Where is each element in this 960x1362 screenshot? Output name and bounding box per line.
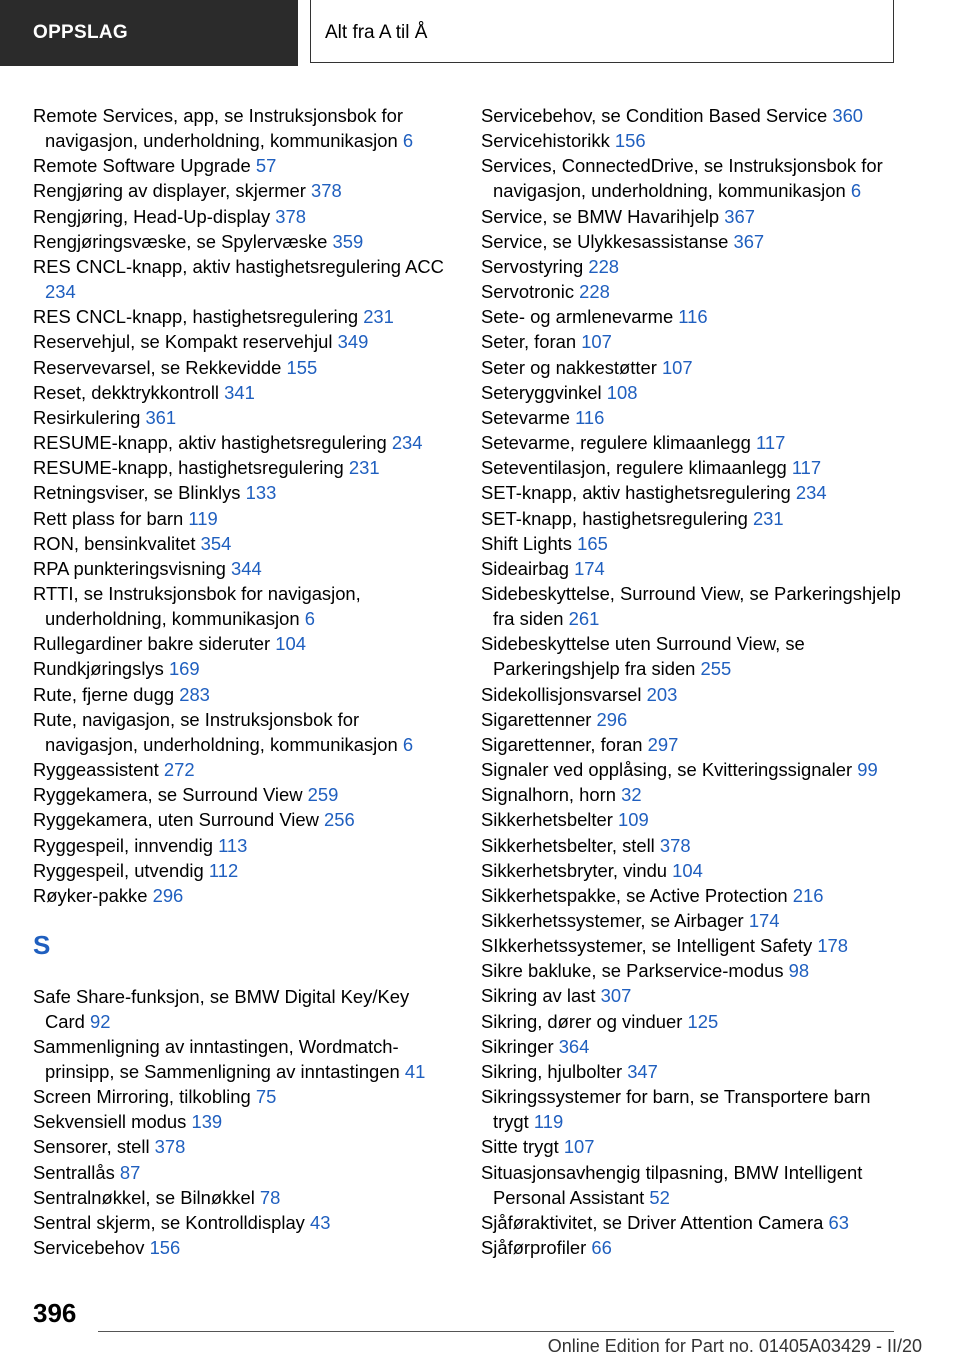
index-entry <box>481 581 911 631</box>
index-entry <box>33 1185 453 1210</box>
page-link[interactable]: 107 <box>563 1136 595 1158</box>
page-link[interactable]: 307 <box>600 985 632 1007</box>
index-term: Service, se BMW Havarihjelp <box>481 205 720 227</box>
index-entry <box>481 983 911 1008</box>
page-link[interactable]: 359 <box>332 230 364 252</box>
index-entry <box>33 430 453 455</box>
index-entry <box>481 1009 911 1034</box>
page-link[interactable]: 119 <box>188 507 218 529</box>
index-entry <box>481 833 911 858</box>
index-entry <box>33 380 453 405</box>
page-link[interactable]: 216 <box>792 884 824 906</box>
page-link[interactable]: 261 <box>568 608 600 630</box>
index-entry <box>33 1235 453 1260</box>
index-entry <box>481 204 911 229</box>
index-entry <box>33 204 453 229</box>
index-term: Ryggespeil, innvendig <box>33 834 213 856</box>
page-link[interactable]: 259 <box>307 784 339 806</box>
index-term: Sentralnøkkel, se Bilnøkkel <box>33 1186 255 1208</box>
index-term: Sikring, dører og vinduer <box>481 1010 683 1032</box>
page-link[interactable]: 104 <box>275 633 306 655</box>
index-entry <box>33 656 453 681</box>
index-entry <box>481 782 911 807</box>
index-entry <box>481 531 911 556</box>
index-entry <box>481 556 911 581</box>
page-link[interactable]: 155 <box>286 356 318 378</box>
page-link[interactable]: 354 <box>200 532 232 554</box>
page-link[interactable]: 6 <box>304 608 315 630</box>
page-link[interactable]: 297 <box>647 733 679 755</box>
index-term: SIkkerhetssystemer, se Intelligent Safety <box>481 935 813 957</box>
page-link[interactable]: 116 <box>575 406 605 428</box>
page-link[interactable]: 112 <box>208 859 239 881</box>
index-term: SET-knapp, hastighetsregulering <box>481 507 748 529</box>
page-link[interactable]: 75 <box>255 1086 277 1108</box>
footer-edition: Online Edition for Part no. 01405A03429 - II/20 <box>547 1336 922 1356</box>
index-term: Sensorer, stell <box>33 1136 150 1158</box>
index-term: Reservevarsel, se Rekkevidde <box>33 356 282 378</box>
index-entry <box>481 405 911 430</box>
index-entry <box>33 329 453 354</box>
page-link[interactable]: 116 <box>678 306 708 328</box>
index-entry <box>481 958 911 983</box>
index-entry <box>481 1059 911 1084</box>
index-term: Servicebehov, se Condition Based Service <box>481 105 828 126</box>
index-entry <box>481 807 911 832</box>
page-link[interactable]: 228 <box>588 255 620 277</box>
index-term: Sideairbag <box>481 557 569 579</box>
page-link[interactable]: 203 <box>646 683 678 705</box>
index-term: Setevarme <box>481 406 570 428</box>
index-entry <box>481 480 911 505</box>
index-entry <box>481 279 911 304</box>
page-link[interactable]: 52 <box>649 1186 670 1208</box>
index-entry <box>33 984 453 1034</box>
index-term: Sikkerhetsbelter, stell <box>481 834 655 856</box>
index-entry <box>33 631 453 656</box>
index-entry <box>481 732 911 757</box>
index-entry <box>481 883 911 908</box>
index-entry <box>33 455 453 480</box>
index-entry <box>481 631 911 681</box>
index-term: Sjåførprofiler <box>481 1237 587 1259</box>
page-link[interactable]: 231 <box>348 457 380 479</box>
index-entry <box>33 1210 453 1235</box>
page-link[interactable]: 231 <box>363 306 394 328</box>
index-entry <box>481 707 911 732</box>
page-link[interactable]: 234 <box>391 432 423 454</box>
index-entry <box>33 782 453 807</box>
page-link[interactable]: 231 <box>752 507 784 529</box>
page-link[interactable]: 296 <box>152 884 184 906</box>
chapter-title: Alt fra A til Å <box>310 0 894 63</box>
page-link[interactable]: 113 <box>218 834 248 856</box>
index-term: Ryggeassistent <box>33 759 159 781</box>
page-link[interactable]: 255 <box>700 658 732 680</box>
index-term: Sikkerhetsbelter <box>481 809 613 831</box>
index-entry <box>481 1235 911 1260</box>
page-link[interactable]: 228 <box>579 281 610 303</box>
page-link[interactable]: 57 <box>255 155 277 177</box>
page-link[interactable]: 165 <box>577 532 608 554</box>
index-term: Sentral skjerm, se Kontrolldisplay <box>33 1211 305 1233</box>
page-link[interactable]: 349 <box>337 331 369 353</box>
page-link[interactable]: 344 <box>231 557 262 579</box>
index-entry <box>33 1160 453 1185</box>
index-term: Retningsviser, se Blinklys <box>33 482 241 504</box>
index-term: Sikre bakluke, se Parkservice-modus <box>481 960 784 982</box>
page-link[interactable]: 78 <box>259 1186 281 1208</box>
index-term: Sigarettenner <box>481 708 592 730</box>
index-term: RESUME-knapp, hastighetsregulering <box>33 457 344 479</box>
index-entry <box>481 1034 911 1059</box>
page-link[interactable]: 99 <box>857 759 878 781</box>
index-term: Signalhorn, horn <box>481 784 616 806</box>
page-link[interactable]: 6 <box>402 130 414 152</box>
page-link[interactable]: 109 <box>618 809 649 831</box>
index-term: Ryggespeil, utvendig <box>33 859 204 881</box>
page-link[interactable]: 6 <box>850 180 862 202</box>
index-term: Rute, fjerne dugg <box>33 683 175 705</box>
page-link[interactable]: 378 <box>275 205 306 227</box>
page-link[interactable]: 108 <box>606 381 638 403</box>
index-entry <box>481 933 911 958</box>
index-entry <box>33 531 453 556</box>
page-link[interactable]: 283 <box>179 683 210 705</box>
index-term: Sentrallås <box>33 1161 115 1183</box>
page-link[interactable]: 98 <box>788 960 810 982</box>
index-entry <box>481 153 911 203</box>
index-term: Services, ConnectedDrive, se Instruksjonsbok for navigasjon, underholdning, kommunikasjon <box>481 155 883 202</box>
index-entry <box>33 858 453 883</box>
index-term: Sidekollisjonsvarsel <box>481 683 642 705</box>
index-term: Seteventilasjon, regulere klimaanlegg <box>481 457 787 479</box>
index-entry <box>481 757 911 782</box>
index-term: Sikring av last <box>481 985 596 1007</box>
index-entry <box>33 581 453 631</box>
index-entry <box>33 757 453 782</box>
index-term: Situasjonsavhengig tilpasning, BMW Intelligent Personal Assistant <box>481 1161 863 1208</box>
index-term: Røyker-pakke <box>33 884 148 906</box>
page-link[interactable]: 139 <box>191 1111 223 1133</box>
page-link[interactable]: 378 <box>659 834 691 856</box>
index-entry <box>33 1084 453 1109</box>
index-term: SET-knapp, aktiv hastighetsregulering <box>481 482 791 504</box>
page-link[interactable]: 364 <box>558 1035 590 1057</box>
page-link[interactable]: 272 <box>163 759 195 781</box>
index-term: Reset, dekktrykkontroll <box>33 381 220 403</box>
index-term: Rengjøringsvæske, se Spylervæske <box>33 230 328 252</box>
index-term: Ryggekamera, se Surround View <box>33 784 303 806</box>
page-link[interactable]: 234 <box>795 482 827 504</box>
page-link[interactable]: 174 <box>574 557 605 579</box>
index-entry <box>481 858 911 883</box>
page-link[interactable]: 133 <box>245 482 277 504</box>
index-entry <box>481 1210 911 1235</box>
index-term: Seter, foran <box>481 331 577 353</box>
page-link[interactable]: 156 <box>149 1237 181 1259</box>
index-entry <box>481 682 911 707</box>
page-link[interactable]: 104 <box>672 859 703 881</box>
index-term: Signaler ved opplåsing, se Kvitteringssignaler <box>481 759 853 781</box>
index-entry <box>33 807 453 832</box>
index-term: Servotronic <box>481 281 575 303</box>
index-term: Safe Share-funksjon, se BMW Digital Key/Key Card <box>33 985 410 1032</box>
index-term: RPA punkteringsvisning <box>33 557 226 579</box>
index-entry <box>481 254 911 279</box>
index-entry <box>33 304 453 329</box>
index-term: Reservehjul, se Kompakt reservehjul <box>33 331 333 353</box>
index-entry <box>33 1109 453 1134</box>
index-entry <box>33 1134 453 1159</box>
index-entry <box>33 355 453 380</box>
page-link[interactable]: 41 <box>404 1060 426 1082</box>
index-entry <box>481 430 911 455</box>
page-link[interactable]: 66 <box>591 1237 612 1259</box>
index-entry <box>481 380 911 405</box>
index-term: RON, bensinkvalitet <box>33 532 196 554</box>
index-entry <box>33 153 453 178</box>
page-link[interactable]: 92 <box>90 1010 111 1032</box>
page-link[interactable]: 125 <box>687 1010 719 1032</box>
index-entry <box>481 229 911 254</box>
index-entry <box>481 455 911 480</box>
index-term: Sikring, hjulbolter <box>481 1060 623 1082</box>
page-link[interactable]: 367 <box>733 230 765 252</box>
page-link[interactable]: 63 <box>828 1211 849 1233</box>
index-term: RESUME-knapp, aktiv hastighetsregulering <box>33 432 387 454</box>
page-link[interactable]: 341 <box>224 381 255 403</box>
index-term: Rute, navigasjon, se Instruksjonsbok for navigasjon, underholdning, kommunikasjon <box>33 708 398 755</box>
index-entry <box>481 103 911 128</box>
index-entry <box>481 506 911 531</box>
index-term: Resirkulering <box>33 406 141 428</box>
index-term: Remote Software Upgrade <box>33 155 251 177</box>
index-term: Sammenligning av inntastingen, Wordmatch-prinsipp, se Sammenligning av inntastingen <box>33 1035 400 1082</box>
page-link[interactable]: 178 <box>817 935 848 957</box>
page-link[interactable]: 360 <box>832 105 864 126</box>
index-entry <box>481 355 911 380</box>
index-column-right <box>481 103 911 1260</box>
index-entry <box>33 229 453 254</box>
page-link[interactable]: 119 <box>533 1111 564 1133</box>
index-entry <box>33 682 453 707</box>
index-entry <box>33 556 453 581</box>
page-link[interactable]: 117 <box>756 432 786 454</box>
index-entry <box>33 178 453 203</box>
index-term: Sikkerhetssystemer, se Airbager <box>481 910 744 931</box>
index-term: Sekvensiell modus <box>33 1111 187 1133</box>
index-entry <box>33 1034 453 1084</box>
index-term: Rett plass for barn <box>33 507 184 529</box>
footer-divider <box>98 1331 894 1332</box>
index-entry <box>33 480 453 505</box>
page-link[interactable]: 378 <box>311 180 342 202</box>
index-term: RES CNCL-knapp, aktiv hastighetsregulering ACC <box>33 255 444 277</box>
index-column-left <box>33 103 453 1260</box>
index-entry <box>481 128 911 153</box>
index-entry <box>481 304 911 329</box>
index-term: Seter og nakkestøtter <box>481 356 657 378</box>
page-link[interactable]: 174 <box>748 910 780 931</box>
page-link[interactable]: 256 <box>324 809 355 831</box>
index-group-s <box>33 984 453 1261</box>
index-term: Sikkerhetspakke, se Active Protection <box>481 884 788 906</box>
page-link[interactable]: 32 <box>621 784 642 806</box>
index-term: Servostyring <box>481 255 584 277</box>
index-term: RTTI, se Instruksjonsbok for navigasjon, underholdning, kommunikasjon <box>33 582 361 630</box>
index-term: Sitte trygt <box>481 1136 559 1158</box>
index-term: Rengjøring av displayer, skjermer <box>33 180 306 202</box>
page-link[interactable]: 347 <box>627 1060 658 1082</box>
page-link[interactable]: 87 <box>119 1161 141 1183</box>
page-link[interactable]: 156 <box>614 130 646 152</box>
index-group-s-continued <box>481 103 911 1260</box>
index-term: Sikkerhetsbryter, vindu <box>481 859 668 881</box>
index-entry <box>481 1160 911 1210</box>
index-entry <box>481 1084 911 1134</box>
index-term: Servicebehov <box>33 1237 145 1259</box>
page-link[interactable]: 6 <box>402 733 414 755</box>
index-term: Sigarettenner, foran <box>481 733 643 755</box>
index-term: Servicehistorikk <box>481 130 610 152</box>
index-entry <box>33 405 453 430</box>
index-entry <box>33 707 453 757</box>
index-term: Seteryggvinkel <box>481 381 602 403</box>
index-letter-heading: S <box>33 930 51 960</box>
index-term: Sidebeskyttelse, Surround View, se Parkeringshjelp fra siden <box>481 582 901 630</box>
index-term: Service, se Ulykkesassistanse <box>481 230 729 252</box>
page-link[interactable]: 378 <box>154 1136 186 1158</box>
index-term: Sikringssystemer for barn, se Transportere barn trygt <box>481 1086 871 1133</box>
page-link[interactable]: 169 <box>168 658 200 680</box>
index-term: Rundkjøringslys <box>33 658 164 680</box>
index-term: Rengjøring, Head-Up-display <box>33 205 271 227</box>
index-term: Sete- og armlenevarme <box>481 306 674 328</box>
index-term: Sikringer <box>481 1035 554 1057</box>
index-entry <box>481 329 911 354</box>
index-term: Screen Mirroring, tilkobling <box>33 1086 251 1108</box>
page-link[interactable]: 361 <box>145 406 177 428</box>
index-entry <box>33 506 453 531</box>
index-term: Sidebeskyttelse uten Surround View, se Parkeringshjelp fra siden <box>481 633 805 680</box>
page-link[interactable]: 107 <box>581 331 612 353</box>
index-term: RES CNCL-knapp, hastighetsregulering <box>33 306 359 328</box>
index-entry <box>33 833 453 858</box>
index-term: Setevarme, regulere klimaanlegg <box>481 432 751 454</box>
index-entry <box>33 883 453 908</box>
index-entry <box>33 103 453 153</box>
index-term: Ryggekamera, uten Surround View <box>33 809 319 831</box>
page-link[interactable]: 107 <box>661 356 693 378</box>
index-entry <box>481 908 911 933</box>
page-link[interactable]: 234 <box>45 281 76 303</box>
index-entry <box>33 254 453 304</box>
section-tab: OPPSLAG <box>0 0 298 66</box>
page-link[interactable]: 367 <box>724 205 755 227</box>
index-group-r <box>33 103 453 908</box>
page-number: 396 <box>33 1298 77 1328</box>
index-term: Shift Lights <box>481 532 572 554</box>
page-link[interactable]: 296 <box>596 708 628 730</box>
page-link[interactable]: 117 <box>791 457 822 479</box>
index-entry <box>481 1134 911 1159</box>
page-link[interactable]: 43 <box>310 1211 331 1233</box>
page-header <box>0 0 960 66</box>
index-term: Remote Services, app, se Instruksjonsbok for navigasjon, underholdning, kommunikasjon <box>33 105 404 152</box>
index-term: Sjåføraktivitet, se Driver Attention Camera <box>481 1211 824 1233</box>
index-term: Rullegardiner bakre sideruter <box>33 633 271 655</box>
